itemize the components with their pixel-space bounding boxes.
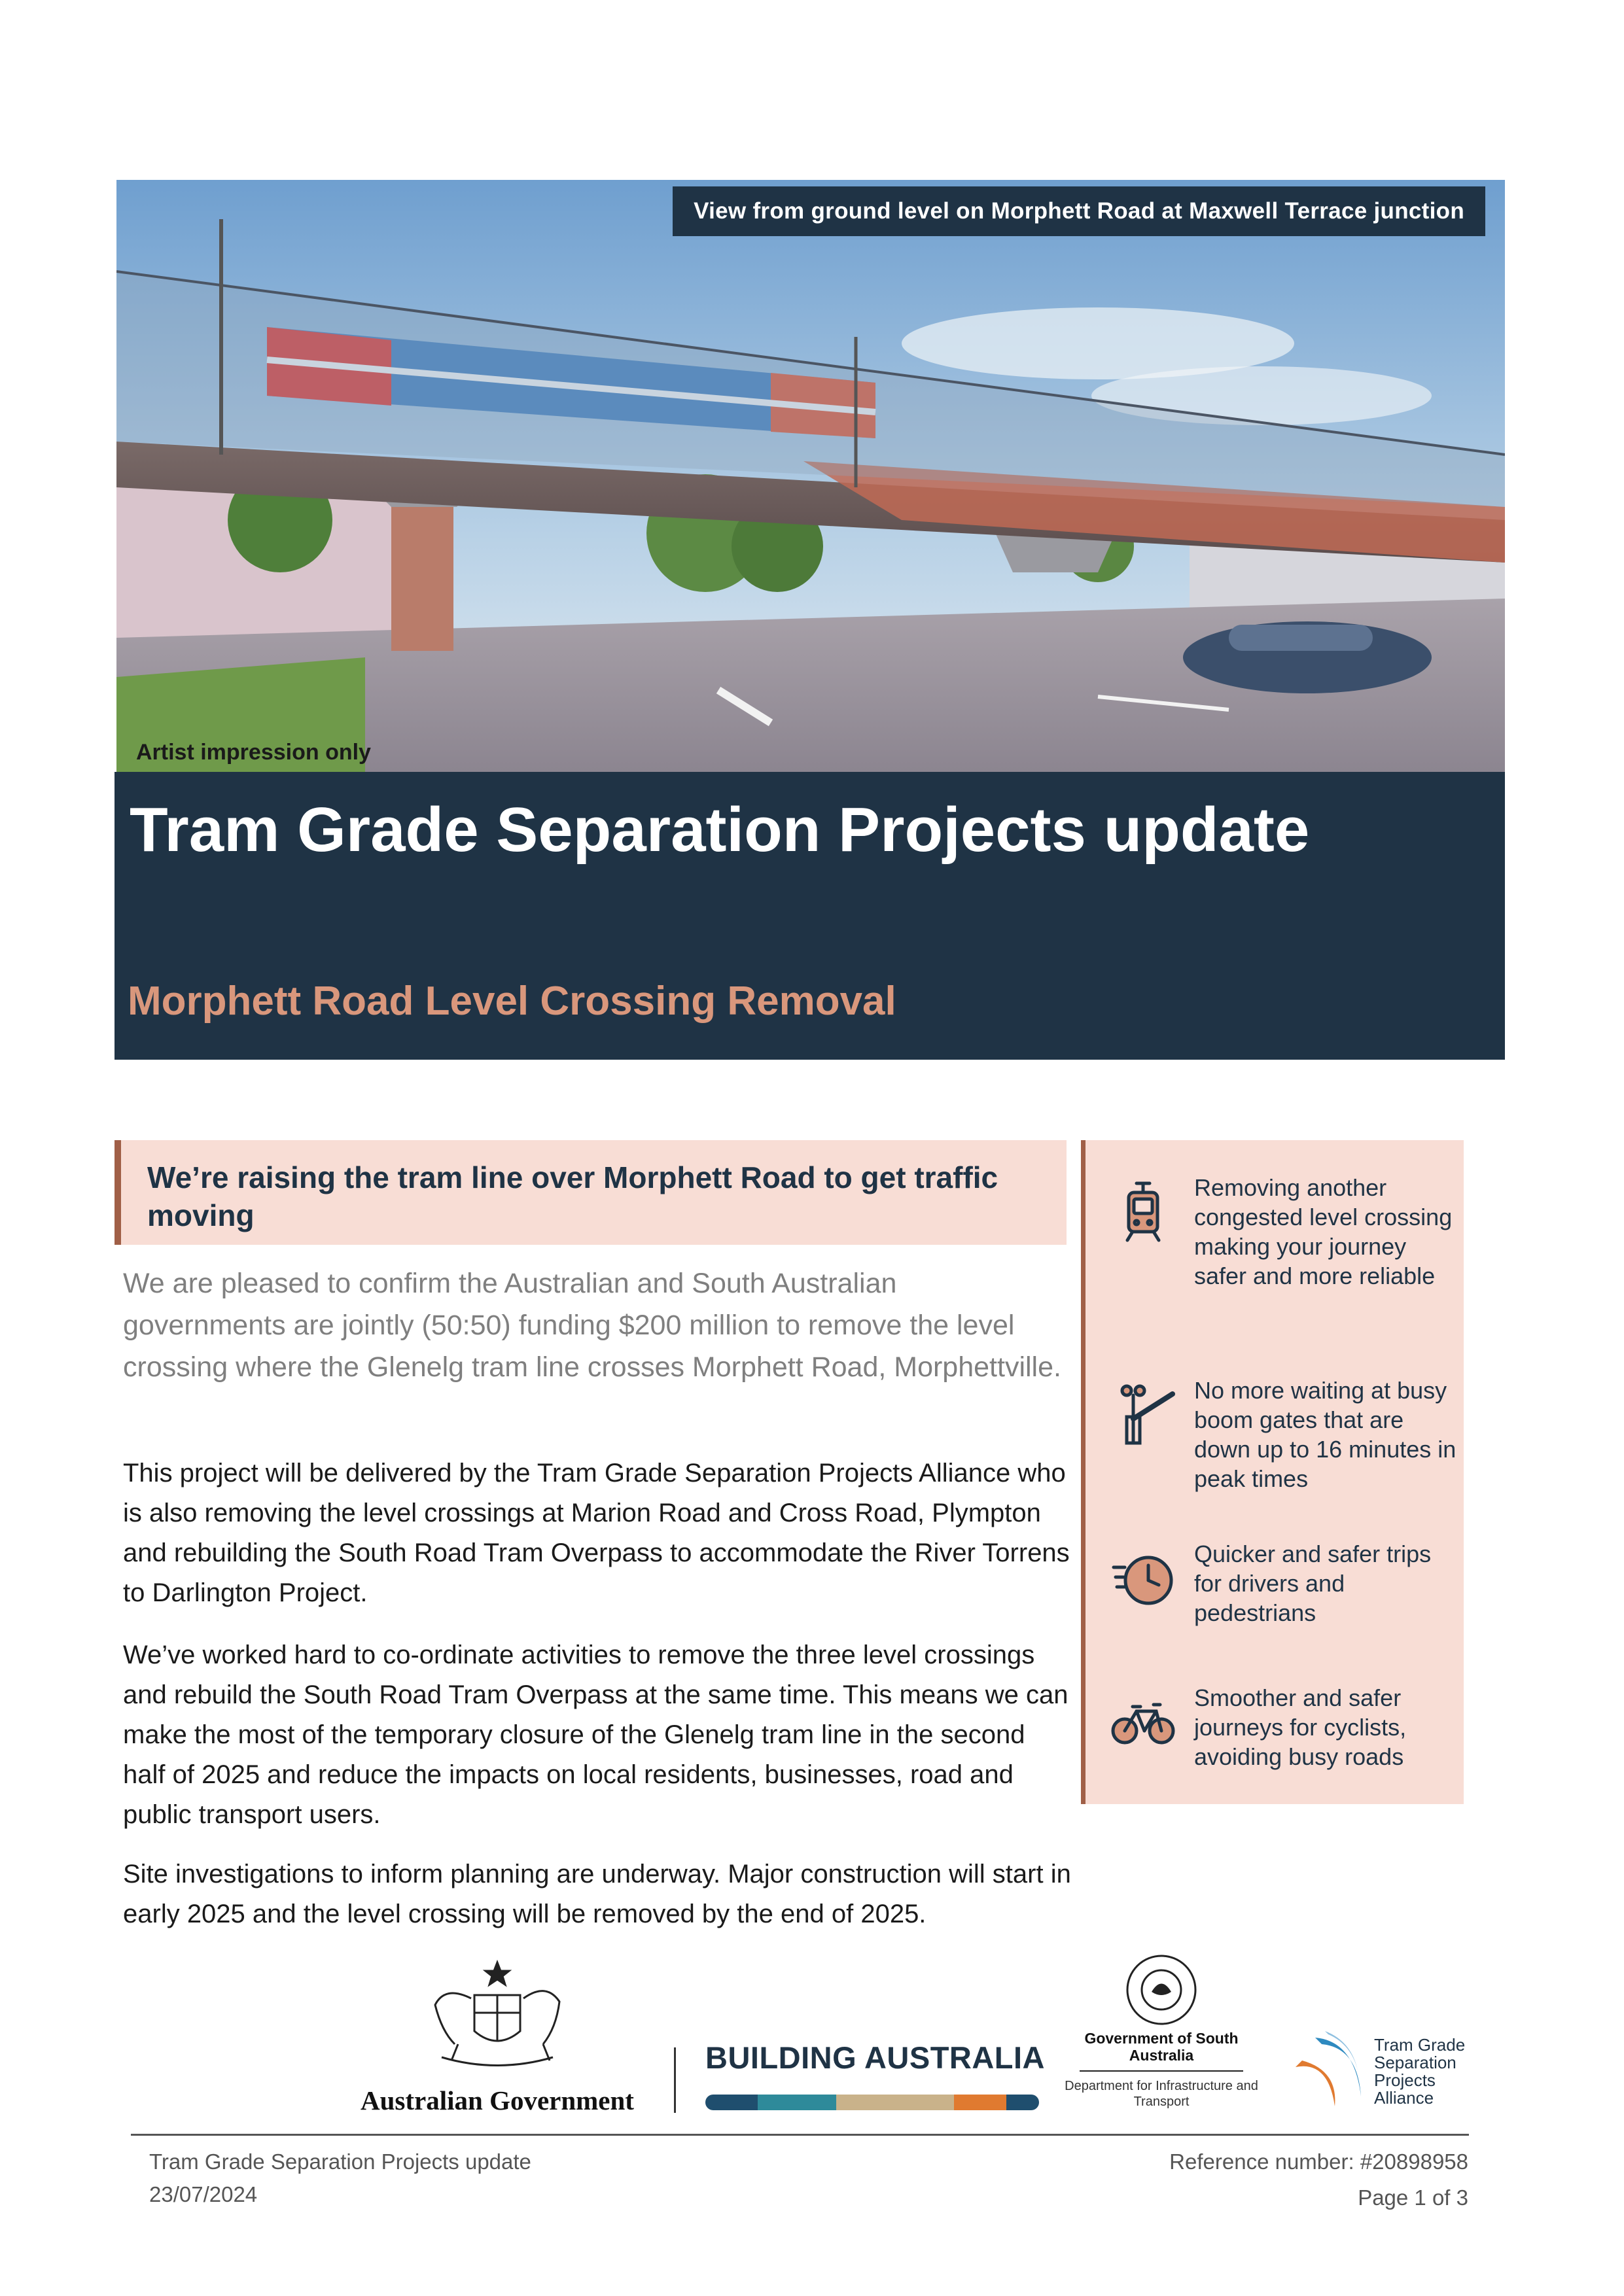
intro-paragraph: We are pleased to confirm the Australian and South Australian governments are jointly (50:50) funding $200 million to remove the level crossing where the Glenelg tram line crosses Morphett Road, Morphettville. (123, 1268, 1061, 1383)
title-band (115, 772, 1505, 1060)
section-heading-box (115, 1140, 1067, 1245)
hero-image (116, 180, 1505, 772)
sa-logo-rule (1080, 2070, 1243, 2072)
australian-government-logo (344, 1959, 651, 2116)
sa-department-text: Department for Infrastructure and Transport (1065, 2079, 1258, 2109)
benefit-text: Quicker and safer trips for drivers and pedestrians (1194, 1540, 1432, 1626)
body-paragraph: We’ve worked hard to co-ordinate activities to remove the three level crossings and rebuild the South Road Tram Overpass at the same time. This means we can make the most of the temporary closure of the Glenelg tram line in the second half of 2025 and reduce the impacts on local residents, businesses, road and public transport users. (123, 1641, 1068, 1829)
tram-icon (1110, 1178, 1176, 1244)
building-australia-text: BUILDING AUSTRALIA (705, 2040, 1046, 2075)
footer-rule (131, 2134, 1469, 2136)
page-subtitle: Morphett Road Level Crossing Removal (128, 979, 896, 1024)
tgsp-alliance-logo (1289, 2031, 1485, 2116)
tgsp-alliance-text: Tram Grade Separation Projects Alliance (1374, 2035, 1466, 2108)
tgsp-swoosh-icon (1289, 2031, 1368, 2110)
bicycle-icon (1110, 1688, 1176, 1754)
footer-date: 23/07/2024 (149, 2182, 258, 2206)
footer-reference: Reference number: #20898958 (1169, 2149, 1468, 2174)
section-heading: We’re raising the tram line over Morphett Road to get traffic moving (147, 1160, 998, 1232)
benefit-text: No more waiting at busy boom gates that are down up to 16 minutes in peak times (1194, 1377, 1456, 1492)
australian-government-text: Australian Government (361, 2085, 634, 2115)
coat-of-arms-icon (344, 1959, 651, 2070)
benefits-sidebar (1081, 1140, 1464, 1804)
building-australia-bar-icon (705, 2093, 1039, 2113)
page-title: Tram Grade Separation Projects update (130, 795, 1310, 865)
building-australia-logo (705, 2040, 1046, 2118)
boom-gate-icon (1110, 1381, 1176, 1446)
south-australia-government-logo (1060, 1953, 1263, 2110)
body-paragraph: Site investigations to inform planning are underway. Major construction will start in early 2025 and the level crossing will be removed by the end of 2025. (123, 1860, 1071, 1928)
footer-page-number: Page 1 of 3 (1358, 2185, 1468, 2210)
sa-piping-shrike-seal-icon (1122, 1953, 1201, 2028)
artist-impression-illustration (116, 180, 1505, 772)
benefit-text: Smoother and safer journeys for cyclists, avoiding busy roads (1194, 1684, 1407, 1770)
sa-government-text: Government of South Australia (1084, 2030, 1239, 2064)
hero-caption: View from ground level on Morphett Road at Maxwell Terrace junction (673, 186, 1485, 236)
artist-impression-label: Artist impression only (136, 740, 371, 765)
fast-clock-icon (1110, 1544, 1176, 1610)
logo-divider (674, 2047, 676, 2113)
body-paragraph: This project will be delivered by the Tram Grade Separation Projects Alliance who is also removing the level crossings at Marion Road and Cross Road, Plympton and rebuilding the South Road Tram Overpass to accommodate the River Torrens to Darlington Project. (123, 1459, 1070, 1607)
footer-doc-title: Tram Grade Separation Projects update (149, 2149, 531, 2174)
benefit-text: Removing another congested level crossing making your journey safer and more reliable (1194, 1174, 1453, 1289)
